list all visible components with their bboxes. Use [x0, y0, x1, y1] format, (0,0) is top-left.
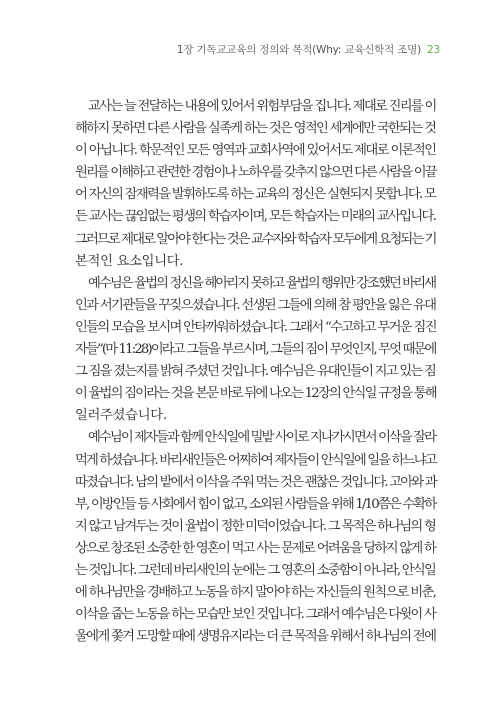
text-line: 따졌습니다. 남의 밭에서 이삭을 주워 먹는 것은 괜찮은 것입니다. 고아와 과	[75, 474, 436, 490]
text-line: 이삭을 줍는 노동을 하는 모습만 보인 것입니다. 그래서 예수님은 다윗이 사	[75, 607, 436, 623]
text-line: 는 것입니다. 그런데 바리새인의 눈에는 그 영혼의 소중함이 아니라, 안식일	[75, 562, 436, 578]
running-title: 1장 기독교교육의 정의와 목적(Why: 교육신학적 조명)	[176, 44, 422, 56]
text-line: 상으로 창조된 소중한 한 영혼이 먹고 사는 문제로 어려움을 당하지 않게 하	[75, 540, 436, 556]
text-line: 이 아닙니다. 학문적인 모든 영역과 교회사역에 있어서도 제대로 이론적인	[75, 143, 436, 159]
text-line: 지 않고 남겨두는 것이 율법이 정한 미덕이었습니다. 그 목적은 하나님의 형	[75, 518, 436, 534]
text-line: 인들의 모습을 보시며 안타까워하셨습니다. 그래서 “수고하고 무거운 짐진	[75, 319, 436, 335]
text-line: 울에게 쫓겨 도망할 때에 생명유지라는 더 큰 목적을 위해서 하나님의 전에	[75, 629, 436, 645]
body-text	[75, 96, 437, 648]
text-line: 해하지 못하면 다른 사람을 실족케 하는 것은 영적인 세계에만 국한되는 것	[75, 121, 436, 137]
text-line: 에 하나님만을 경배하고 노동을 하지 말아야 하는 자신들의 원칙으로 비춘,	[75, 585, 436, 601]
text-line: 부, 이방인들 등 사회에서 힘이 없고, 소외된 사람들을 위해 1/10쯤은 수확하	[75, 496, 436, 512]
text-line: 일러주셨습니다.	[75, 408, 167, 424]
text-line: 든 교사는 끊임없는 평생의 학습자이며, 모든 학습자는 미래의 교사입니다.	[75, 209, 436, 225]
text-line: 이 율법의 짐이라는 것을 본문 바로 뒤에 나오는 12장의 안식일 규정을 통해	[75, 386, 436, 402]
running-header	[177, 42, 440, 57]
text-line: 예수님은 율법의 정신을 헤아리지 못하고 율법의 행위만 강조했던 바리새	[88, 275, 436, 291]
page-number: 23	[427, 44, 440, 56]
text-line: 인과 서기관들을 꾸짖으셨습니다. 선생된 그들에 의해 참 평안을 잃은 유대	[75, 297, 436, 313]
text-line: 예수님이 제자들과 함께 안식일에 밀밭 사이로 지나가시면서 이삭을 잘라	[88, 430, 436, 446]
text-line: 원리를 이해하고 관련한 경험이나 노하우를 갖추지 않으면 다른 사람을 이끌	[75, 165, 436, 181]
text-line: 어 자신의 잠재력을 발휘하도록 하는 교육의 정신은 실현되지 못합니다. 모	[75, 187, 436, 203]
text-line: 본적인 요소입니다.	[75, 253, 184, 269]
text-line: 자들”(마 11:28)이라고 그들을 부르시며, 그들의 짐이 무엇인지, 무엇 때문에	[75, 342, 436, 358]
text-line: 교사는 늘 전달하는 내용에 있어서 위험부담을 집니다. 제대로 진리를 이	[88, 99, 436, 114]
text-line: 그 짐을 졌는지를 밝혀 주셨던 것입니다. 예수님은 유대인들이 지고 있는 짐	[75, 364, 436, 380]
text-line: 먹게 하셨습니다. 바리새인들은 어찌하여 제자들이 안식일에 일을 하느냐고	[75, 452, 436, 468]
text-line: 그러므로 제대로 알아야 한다는 것은 교수자와 학습자 모두에게 요청되는 기	[75, 231, 436, 247]
